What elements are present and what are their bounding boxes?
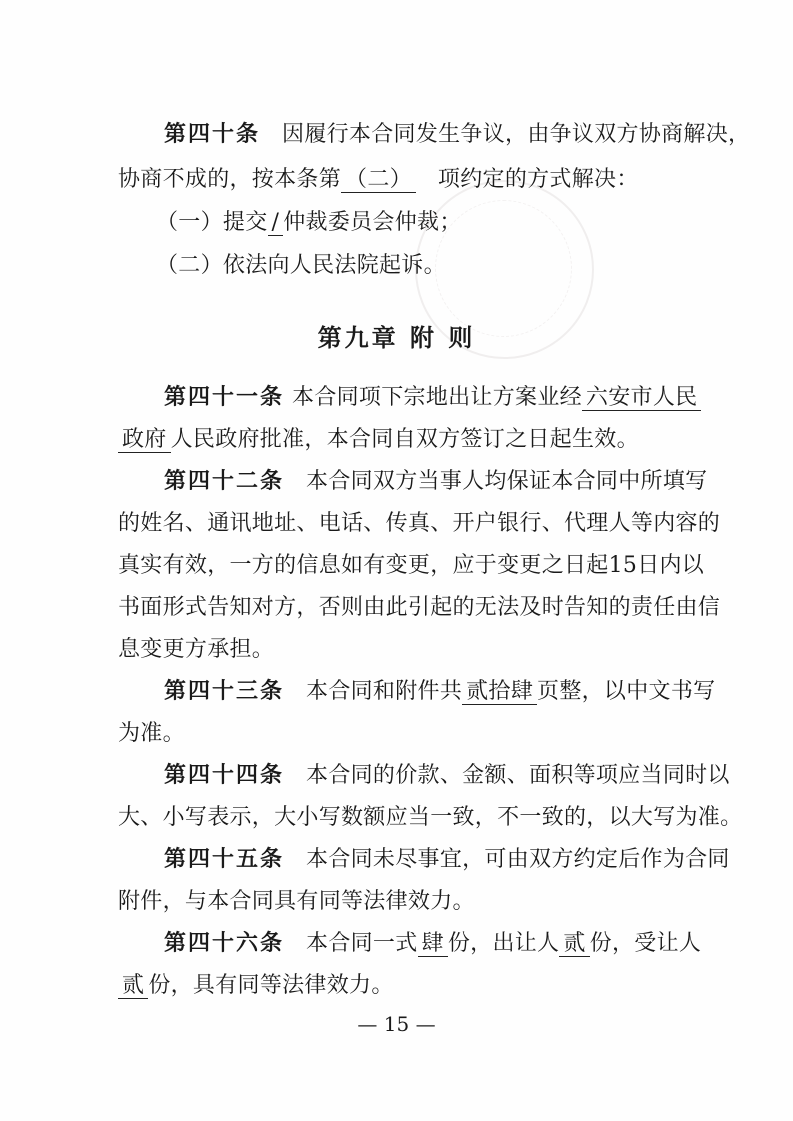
- art45-line-2: 附件，与本合同具有同等法律效力。: [118, 889, 475, 914]
- art46-label: 第四十六条: [164, 931, 285, 956]
- art41-label: 第四十一条: [164, 385, 285, 410]
- art45-label: 第四十五条: [164, 847, 285, 872]
- art44-text-1: 本合同的价款、金额、面积等项应当同时以: [306, 763, 730, 788]
- art43-line-2: 为准。: [118, 721, 185, 746]
- art46-text-1-mid: 份，出让人: [447, 931, 560, 956]
- art40-option-1: [156, 208, 462, 238]
- art41-fill-approver-2: 政府: [118, 427, 171, 453]
- art41-fill-approver-1: 六安市人民: [582, 385, 702, 411]
- art46-line-1: [164, 929, 701, 959]
- art46-fill-copies-grantor: 贰: [559, 931, 589, 957]
- chapter-heading: 第九章 附 则: [317, 324, 476, 352]
- art41-text-2-post: 人民政府批准，本合同自双方签订之日起生效。: [170, 427, 639, 452]
- art40-opt1-post: 仲裁委员会仲裁；: [283, 210, 462, 235]
- art40-opt1-fill: /: [268, 210, 284, 236]
- art42-line-5: 息变更方承担。: [118, 637, 275, 662]
- art45-text-1: 本合同未尽事宜，可由双方约定后作为合同: [306, 847, 730, 872]
- art40-text-2-post: 项约定的方式解决：: [437, 167, 639, 192]
- art43-fill-pages: 贰拾肆: [462, 679, 537, 705]
- art43-text-1-pre: 本合同和附件共: [306, 679, 463, 704]
- art46-fill-copies-grantee: 贰: [118, 973, 148, 999]
- art46-text-1-post: 份，受让人: [589, 931, 702, 956]
- art41-line-2: [118, 425, 639, 455]
- art42-label: 第四十二条: [164, 469, 285, 494]
- art43-line-1: [164, 677, 715, 707]
- art46-text-1-pre: 本合同一式: [306, 931, 418, 956]
- art42-line-4: 书面形式告知对方，否则由此引起的无法及时告知的责任由信: [118, 595, 721, 620]
- art40-text-2-pre: 协商不成的，按本条第: [118, 167, 342, 192]
- art41-text-1-pre: 本合同项下宗地出让方案业经: [292, 385, 582, 410]
- art40-line-2: [118, 165, 639, 195]
- art45-line-1: [164, 845, 730, 875]
- art40-option-2: [156, 251, 446, 281]
- art40-text-1: 因履行本合同发生争议，由争议双方协商解决，: [282, 122, 751, 147]
- art40-label: 第四十条: [164, 122, 261, 147]
- art40-opt2-text: （二）依法向人民法院起诉。: [156, 253, 446, 278]
- art40-line-1: [164, 120, 750, 150]
- art43-label: 第四十三条: [164, 679, 285, 704]
- art42-line-3: 真实有效，一方的信息如有变更，应于变更之日起15日内以: [118, 553, 705, 578]
- art43-text-1-post: 页整，以中文书写: [537, 679, 716, 704]
- art46-text-2-post: 份，具有同等法律效力。: [148, 973, 394, 998]
- art42-line-2: 的姓名、通讯地址、电话、传真、开户银行、代理人等内容的: [118, 511, 721, 536]
- art44-line-2: 大、小写表示，大小写数额应当一致，不一致的，以大写为准。: [118, 805, 743, 830]
- art42-text-1: 本合同双方当事人均保证本合同中所填写: [306, 469, 708, 494]
- art46-line-2: [118, 971, 394, 1001]
- art40-opt1-pre: （一）提交: [156, 210, 268, 235]
- page-number: — 15 —: [357, 1012, 436, 1036]
- art40-fill-method: （二）: [341, 167, 416, 193]
- art41-line-1: [164, 383, 701, 413]
- art44-label: 第四十四条: [164, 763, 285, 788]
- art46-fill-copies-total: 肆: [418, 931, 448, 957]
- art44-line-1: [164, 761, 730, 791]
- art42-line-1: [164, 467, 707, 497]
